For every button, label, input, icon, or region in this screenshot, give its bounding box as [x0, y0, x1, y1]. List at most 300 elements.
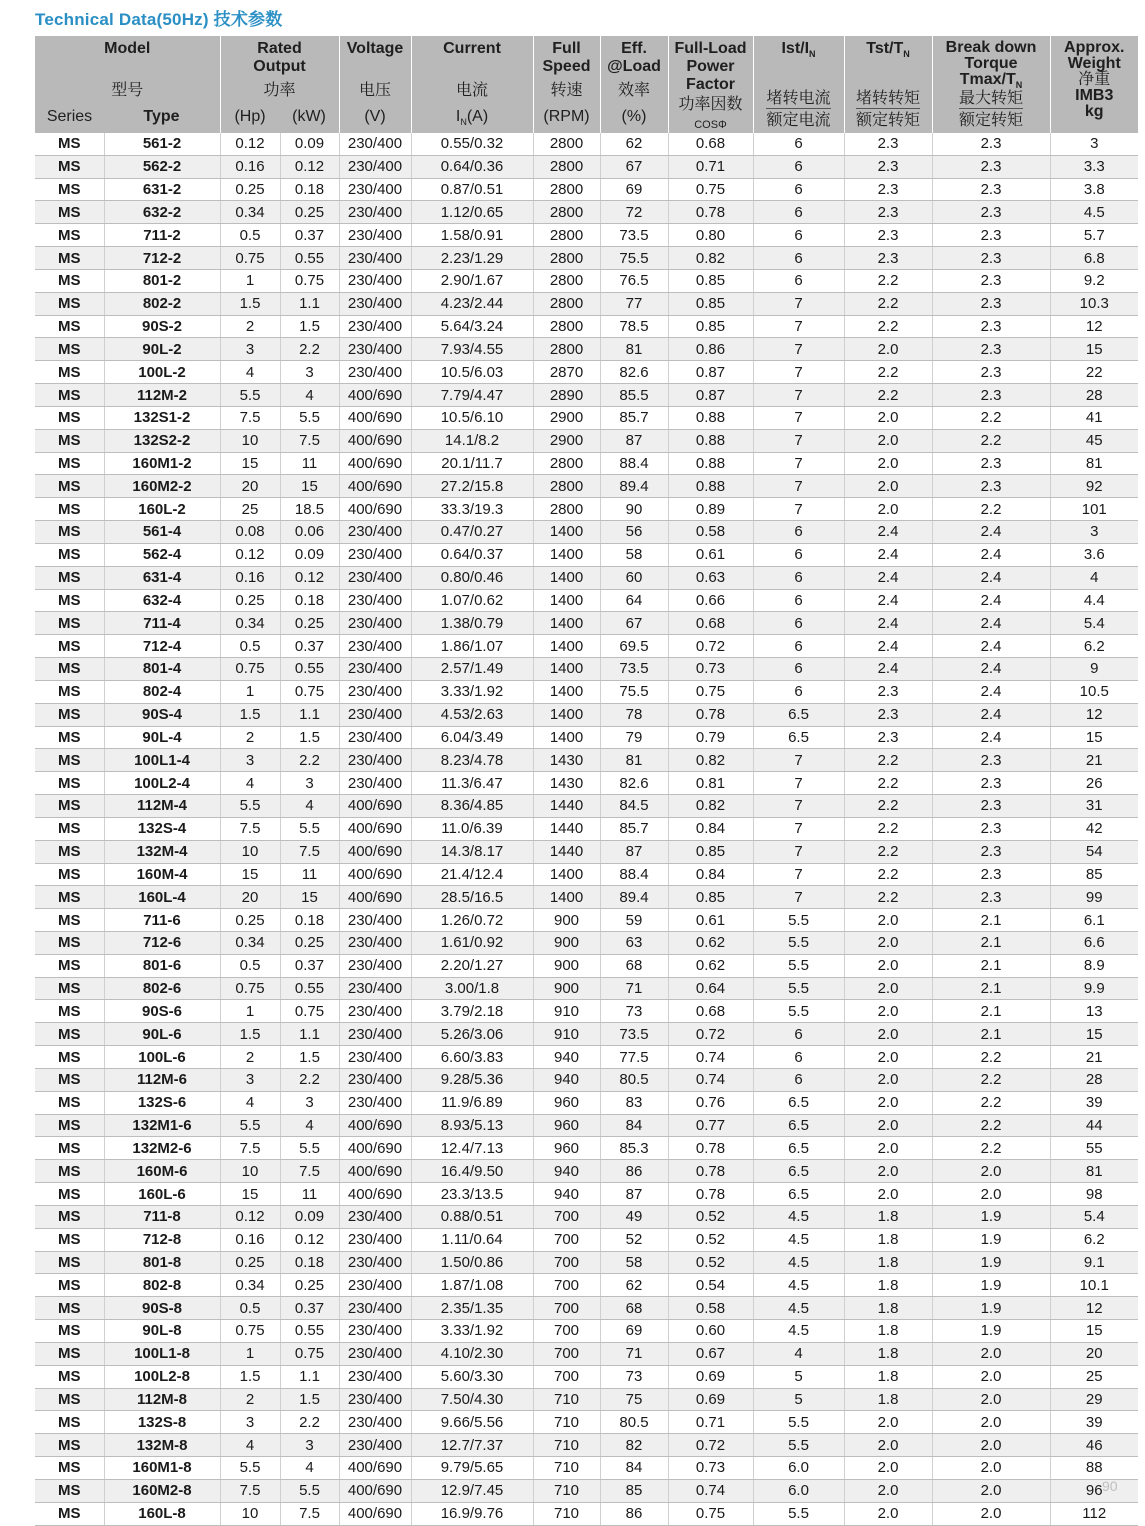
cell-tmax-tn: 2.3	[932, 338, 1050, 361]
cell-tmax-tn: 2.4	[932, 566, 1050, 589]
cell-weight: 13	[1050, 1000, 1138, 1023]
cell-ist-in: 5.5	[753, 909, 844, 932]
cell-power-factor: 0.89	[668, 498, 753, 521]
cell-current: 9.79/5.65	[411, 1457, 533, 1480]
cell-tst-tn: 2.2	[844, 795, 932, 818]
cell-tst-tn: 2.0	[844, 1091, 932, 1114]
header-wt-unit: kg	[1084, 103, 1104, 120]
cell-efficiency: 73.5	[600, 658, 668, 681]
cell-weight: 15	[1050, 338, 1138, 361]
cell-power-factor: 0.61	[668, 909, 753, 932]
cell-kw: 2.2	[280, 1068, 339, 1091]
cell-ist-in: 6	[753, 1046, 844, 1069]
table-row	[35, 452, 1138, 475]
cell-ist-in: 4.5	[753, 1228, 844, 1251]
cell-tst-tn: 2.0	[844, 1457, 932, 1480]
cell-series: MS	[35, 772, 104, 795]
cell-weight: 9	[1050, 658, 1138, 681]
cell-hp: 2	[220, 1388, 280, 1411]
cell-power-factor: 0.77	[668, 1114, 753, 1137]
cell-voltage: 230/400	[339, 1297, 411, 1320]
cell-tmax-tn: 2.0	[932, 1434, 1050, 1457]
cell-current: 1.26/0.72	[411, 909, 533, 932]
cell-hp: 7.5	[220, 1137, 280, 1160]
cell-tst-tn: 2.2	[844, 886, 932, 909]
cell-power-factor: 0.72	[668, 1023, 753, 1046]
header-speed-1: Full	[552, 40, 581, 57]
header-voltage-cn: 电压	[358, 82, 391, 99]
cell-efficiency: 75.5	[600, 247, 668, 270]
cell-power-factor: 0.79	[668, 726, 753, 749]
table-row	[35, 1091, 1138, 1114]
header-wt-3: IMB3	[1075, 87, 1114, 104]
cell-ist-in: 6	[753, 178, 844, 201]
cell-series: MS	[35, 1274, 104, 1297]
cell-kw: 7.5	[280, 429, 339, 452]
table-body	[35, 133, 1138, 1525]
cell-type: 562-4	[104, 543, 220, 566]
cell-hp: 0.5	[220, 635, 280, 658]
cell-kw: 0.37	[280, 635, 339, 658]
cell-kw: 7.5	[280, 1502, 339, 1525]
cell-hp: 0.34	[220, 201, 280, 224]
header-rated-output-1: Rated	[257, 40, 302, 57]
cell-power-factor: 0.87	[668, 361, 753, 384]
cell-ist-in: 7	[753, 795, 844, 818]
header-eff-2: @Load	[607, 58, 661, 75]
cell-tmax-tn: 2.4	[932, 680, 1050, 703]
cell-kw: 0.09	[280, 1205, 339, 1228]
cell-type: 712-6	[104, 931, 220, 954]
table-row	[35, 680, 1138, 703]
cell-weight: 6.6	[1050, 931, 1138, 954]
cell-hp: 0.12	[220, 1205, 280, 1228]
table-row	[35, 726, 1138, 749]
cell-current: 2.23/1.29	[411, 247, 533, 270]
cell-tst-tn: 2.3	[844, 680, 932, 703]
table-row	[35, 1457, 1138, 1480]
cell-current: 14.1/8.2	[411, 429, 533, 452]
header-pf-unit: COSΦ	[694, 119, 727, 131]
cell-hp: 1	[220, 680, 280, 703]
cell-series: MS	[35, 1091, 104, 1114]
cell-type: 132M-8	[104, 1434, 220, 1457]
cell-kw: 0.55	[280, 977, 339, 1000]
cell-speed: 700	[533, 1365, 600, 1388]
table-header-row	[35, 36, 1138, 133]
cell-current: 4.23/2.44	[411, 292, 533, 315]
cell-efficiency: 89.4	[600, 475, 668, 498]
cell-kw: 4	[280, 1114, 339, 1137]
cell-speed: 700	[533, 1274, 600, 1297]
cell-tst-tn: 2.3	[844, 201, 932, 224]
cell-efficiency: 85.7	[600, 817, 668, 840]
cell-speed: 2800	[533, 315, 600, 338]
cell-voltage: 230/400	[339, 1411, 411, 1434]
cell-power-factor: 0.75	[668, 178, 753, 201]
cell-power-factor: 0.62	[668, 954, 753, 977]
table-row	[35, 863, 1138, 886]
cell-weight: 39	[1050, 1091, 1138, 1114]
cell-power-factor: 0.68	[668, 612, 753, 635]
cell-efficiency: 86	[600, 1502, 668, 1525]
cell-hp: 0.75	[220, 1320, 280, 1343]
cell-speed: 960	[533, 1137, 600, 1160]
cell-type: 100L2-8	[104, 1365, 220, 1388]
cell-type: 132S-6	[104, 1091, 220, 1114]
cell-tmax-tn: 2.2	[932, 1114, 1050, 1137]
cell-tmax-tn: 2.3	[932, 886, 1050, 909]
cell-tmax-tn: 2.3	[932, 247, 1050, 270]
cell-hp: 3	[220, 749, 280, 772]
cell-kw: 3	[280, 1434, 339, 1457]
header-type: Type	[143, 108, 180, 125]
cell-hp: 4	[220, 1434, 280, 1457]
header-model	[35, 36, 220, 133]
header-rated-output	[220, 36, 339, 133]
cell-series: MS	[35, 1114, 104, 1137]
cell-current: 8.23/4.78	[411, 749, 533, 772]
cell-efficiency: 73.5	[600, 224, 668, 247]
cell-ist-in: 6.0	[753, 1457, 844, 1480]
table-row	[35, 543, 1138, 566]
cell-weight: 5.4	[1050, 1205, 1138, 1228]
cell-tst-tn: 2.0	[844, 1023, 932, 1046]
table-row	[35, 1297, 1138, 1320]
cell-kw: 3	[280, 361, 339, 384]
cell-hp: 1.5	[220, 1023, 280, 1046]
table-row	[35, 977, 1138, 1000]
cell-hp: 0.16	[220, 566, 280, 589]
cell-kw: 1.5	[280, 726, 339, 749]
table-row	[35, 566, 1138, 589]
cell-weight: 44	[1050, 1114, 1138, 1137]
cell-kw: 3	[280, 772, 339, 795]
table-row	[35, 635, 1138, 658]
cell-weight: 3	[1050, 521, 1138, 544]
cell-current: 8.36/4.85	[411, 795, 533, 818]
cell-weight: 46	[1050, 1434, 1138, 1457]
table-row	[35, 749, 1138, 772]
cell-efficiency: 87	[600, 840, 668, 863]
cell-efficiency: 78	[600, 703, 668, 726]
cell-hp: 1	[220, 269, 280, 292]
cell-ist-in: 6.5	[753, 703, 844, 726]
header-rated-output-2: Output	[253, 58, 306, 75]
cell-speed: 1400	[533, 521, 600, 544]
cell-tst-tn: 2.0	[844, 1137, 932, 1160]
table-row	[35, 475, 1138, 498]
table-row	[35, 589, 1138, 612]
cell-voltage: 230/400	[339, 543, 411, 566]
cell-type: 100L2-4	[104, 772, 220, 795]
cell-type: 90L-4	[104, 726, 220, 749]
table-row	[35, 1137, 1138, 1160]
table-row	[35, 886, 1138, 909]
cell-speed: 900	[533, 977, 600, 1000]
cell-series: MS	[35, 1320, 104, 1343]
table-row	[35, 1274, 1138, 1297]
cell-ist-in: 7	[753, 429, 844, 452]
cell-ist-in: 6	[753, 155, 844, 178]
cell-power-factor: 0.72	[668, 635, 753, 658]
cell-hp: 0.34	[220, 1274, 280, 1297]
cell-kw: 0.18	[280, 589, 339, 612]
cell-kw: 1.5	[280, 315, 339, 338]
cell-speed: 2870	[533, 361, 600, 384]
cell-hp: 0.75	[220, 977, 280, 1000]
cell-type: 112M-4	[104, 795, 220, 818]
cell-power-factor: 0.86	[668, 338, 753, 361]
cell-tmax-tn: 2.4	[932, 726, 1050, 749]
cell-current: 4.10/2.30	[411, 1342, 533, 1365]
cell-kw: 0.25	[280, 612, 339, 635]
cell-voltage: 230/400	[339, 566, 411, 589]
cell-series: MS	[35, 954, 104, 977]
cell-hp: 0.12	[220, 543, 280, 566]
cell-tmax-tn: 2.4	[932, 521, 1050, 544]
cell-ist-in: 6	[753, 566, 844, 589]
cell-speed: 1400	[533, 612, 600, 635]
cell-tmax-tn: 1.9	[932, 1205, 1050, 1228]
cell-tmax-tn: 2.0	[932, 1160, 1050, 1183]
cell-efficiency: 52	[600, 1228, 668, 1251]
cell-speed: 1400	[533, 543, 600, 566]
cell-current: 0.88/0.51	[411, 1205, 533, 1228]
cell-efficiency: 69.5	[600, 635, 668, 658]
cell-ist-in: 6.0	[753, 1479, 844, 1502]
cell-efficiency: 63	[600, 931, 668, 954]
cell-hp: 5.5	[220, 795, 280, 818]
cell-type: 711-4	[104, 612, 220, 635]
cell-series: MS	[35, 1434, 104, 1457]
cell-kw: 11	[280, 1183, 339, 1206]
header-full-speed	[533, 36, 600, 133]
cell-weight: 45	[1050, 429, 1138, 452]
cell-series: MS	[35, 1457, 104, 1480]
cell-kw: 2.2	[280, 1411, 339, 1434]
cell-voltage: 400/690	[339, 1502, 411, 1525]
cell-weight: 26	[1050, 772, 1138, 795]
cell-voltage: 230/400	[339, 133, 411, 155]
cell-kw: 0.75	[280, 1000, 339, 1023]
cell-efficiency: 83	[600, 1091, 668, 1114]
table-row	[35, 1411, 1138, 1434]
cell-series: MS	[35, 658, 104, 681]
cell-kw: 2.2	[280, 749, 339, 772]
cell-current: 23.3/13.5	[411, 1183, 533, 1206]
cell-voltage: 230/400	[339, 1023, 411, 1046]
cell-kw: 4	[280, 795, 339, 818]
cell-hp: 10	[220, 840, 280, 863]
cell-power-factor: 0.58	[668, 521, 753, 544]
cell-efficiency: 67	[600, 155, 668, 178]
cell-tst-tn: 2.2	[844, 817, 932, 840]
cell-speed: 1400	[533, 680, 600, 703]
cell-voltage: 400/690	[339, 840, 411, 863]
table-row	[35, 1046, 1138, 1069]
cell-tmax-tn: 1.9	[932, 1320, 1050, 1343]
cell-kw: 1.1	[280, 703, 339, 726]
cell-tst-tn: 2.4	[844, 612, 932, 635]
cell-type: 160M1-8	[104, 1457, 220, 1480]
cell-speed: 2800	[533, 338, 600, 361]
cell-current: 1.50/0.86	[411, 1251, 533, 1274]
cell-speed: 700	[533, 1228, 600, 1251]
cell-current: 5.26/3.06	[411, 1023, 533, 1046]
cell-current: 11.0/6.39	[411, 817, 533, 840]
cell-weight: 88	[1050, 1457, 1138, 1480]
cell-hp: 1.5	[220, 703, 280, 726]
cell-efficiency: 80.5	[600, 1068, 668, 1091]
cell-tst-tn: 2.3	[844, 726, 932, 749]
cell-kw: 1.5	[280, 1388, 339, 1411]
cell-series: MS	[35, 1251, 104, 1274]
cell-tmax-tn: 1.9	[932, 1228, 1050, 1251]
cell-type: 562-2	[104, 155, 220, 178]
table-row	[35, 1114, 1138, 1137]
header-ist-cn1: 堵转电流	[766, 90, 831, 107]
cell-weight: 42	[1050, 817, 1138, 840]
cell-efficiency: 68	[600, 1297, 668, 1320]
cell-power-factor: 0.74	[668, 1068, 753, 1091]
cell-voltage: 230/400	[339, 658, 411, 681]
cell-type: 160L-2	[104, 498, 220, 521]
cell-speed: 1400	[533, 886, 600, 909]
cell-efficiency: 85	[600, 1479, 668, 1502]
cell-tmax-tn: 1.9	[932, 1297, 1050, 1320]
cell-weight: 22	[1050, 361, 1138, 384]
cell-speed: 940	[533, 1046, 600, 1069]
cell-tmax-tn: 1.9	[932, 1251, 1050, 1274]
cell-current: 0.64/0.37	[411, 543, 533, 566]
header-bd-cn2: 额定转矩	[958, 112, 1023, 129]
cell-speed: 700	[533, 1205, 600, 1228]
header-current	[411, 36, 533, 133]
cell-weight: 101	[1050, 498, 1138, 521]
header-eff-unit: (%)	[621, 108, 647, 125]
cell-weight: 28	[1050, 1068, 1138, 1091]
cell-type: 711-8	[104, 1205, 220, 1228]
cell-current: 2.90/1.67	[411, 269, 533, 292]
table-row	[35, 1342, 1138, 1365]
cell-series: MS	[35, 589, 104, 612]
cell-power-factor: 0.76	[668, 1091, 753, 1114]
cell-type: 801-6	[104, 954, 220, 977]
header-speed-cn: 转速	[550, 82, 583, 99]
cell-efficiency: 80.5	[600, 1411, 668, 1434]
cell-type: 712-2	[104, 247, 220, 270]
cell-kw: 0.37	[280, 1297, 339, 1320]
cell-weight: 6.1	[1050, 909, 1138, 932]
cell-tmax-tn: 2.3	[932, 224, 1050, 247]
cell-type: 802-4	[104, 680, 220, 703]
cell-tst-tn: 2.0	[844, 429, 932, 452]
cell-speed: 2900	[533, 406, 600, 429]
cell-series: MS	[35, 384, 104, 407]
cell-speed: 710	[533, 1411, 600, 1434]
cell-efficiency: 88.4	[600, 863, 668, 886]
cell-kw: 5.5	[280, 1479, 339, 1502]
cell-speed: 1430	[533, 772, 600, 795]
cell-tst-tn: 2.0	[844, 1411, 932, 1434]
cell-tst-tn: 2.0	[844, 909, 932, 932]
cell-hp: 0.34	[220, 612, 280, 635]
cell-power-factor: 0.85	[668, 269, 753, 292]
table-row	[35, 931, 1138, 954]
header-model-cn: 型号	[111, 82, 144, 99]
cell-tmax-tn: 2.3	[932, 133, 1050, 155]
cell-series: MS	[35, 452, 104, 475]
cell-voltage: 230/400	[339, 338, 411, 361]
cell-ist-in: 7	[753, 475, 844, 498]
table-row	[35, 201, 1138, 224]
cell-type: 801-8	[104, 1251, 220, 1274]
cell-kw: 0.12	[280, 155, 339, 178]
cell-tst-tn: 2.2	[844, 749, 932, 772]
cell-current: 10.5/6.10	[411, 406, 533, 429]
cell-series: MS	[35, 612, 104, 635]
cell-speed: 1430	[533, 749, 600, 772]
cell-tst-tn: 2.0	[844, 338, 932, 361]
cell-voltage: 230/400	[339, 1320, 411, 1343]
header-breakdown-torque	[932, 36, 1050, 133]
cell-type: 631-2	[104, 178, 220, 201]
cell-hp: 4	[220, 1091, 280, 1114]
cell-ist-in: 6.5	[753, 1160, 844, 1183]
cell-efficiency: 88.4	[600, 452, 668, 475]
table-row	[35, 247, 1138, 270]
cell-power-factor: 0.84	[668, 863, 753, 886]
cell-type: 632-2	[104, 201, 220, 224]
cell-kw: 1.5	[280, 1046, 339, 1069]
cell-power-factor: 0.85	[668, 840, 753, 863]
cell-type: 160L-4	[104, 886, 220, 909]
cell-voltage: 230/400	[339, 315, 411, 338]
cell-voltage: 400/690	[339, 1457, 411, 1480]
cell-type: 112M-6	[104, 1068, 220, 1091]
cell-ist-in: 6.5	[753, 1091, 844, 1114]
cell-kw: 0.25	[280, 201, 339, 224]
cell-series: MS	[35, 1183, 104, 1206]
cell-weight: 39	[1050, 1411, 1138, 1434]
cell-weight: 112	[1050, 1502, 1138, 1525]
cell-current: 1.58/0.91	[411, 224, 533, 247]
cell-weight: 20	[1050, 1342, 1138, 1365]
cell-tmax-tn: 2.3	[932, 863, 1050, 886]
cell-tmax-tn: 2.4	[932, 658, 1050, 681]
cell-power-factor: 0.81	[668, 772, 753, 795]
cell-ist-in: 7	[753, 772, 844, 795]
cell-hp: 0.08	[220, 521, 280, 544]
cell-hp: 15	[220, 452, 280, 475]
cell-efficiency: 85.3	[600, 1137, 668, 1160]
cell-current: 8.93/5.13	[411, 1114, 533, 1137]
cell-kw: 0.09	[280, 543, 339, 566]
cell-voltage: 230/400	[339, 726, 411, 749]
cell-kw: 1.1	[280, 1023, 339, 1046]
table-row	[35, 909, 1138, 932]
cell-hp: 2	[220, 1046, 280, 1069]
cell-type: 90S-4	[104, 703, 220, 726]
cell-type: 90L-6	[104, 1023, 220, 1046]
cell-tmax-tn: 2.0	[932, 1502, 1050, 1525]
cell-kw: 18.5	[280, 498, 339, 521]
table-row	[35, 817, 1138, 840]
table-row	[35, 612, 1138, 635]
cell-voltage: 230/400	[339, 1228, 411, 1251]
cell-weight: 29	[1050, 1388, 1138, 1411]
